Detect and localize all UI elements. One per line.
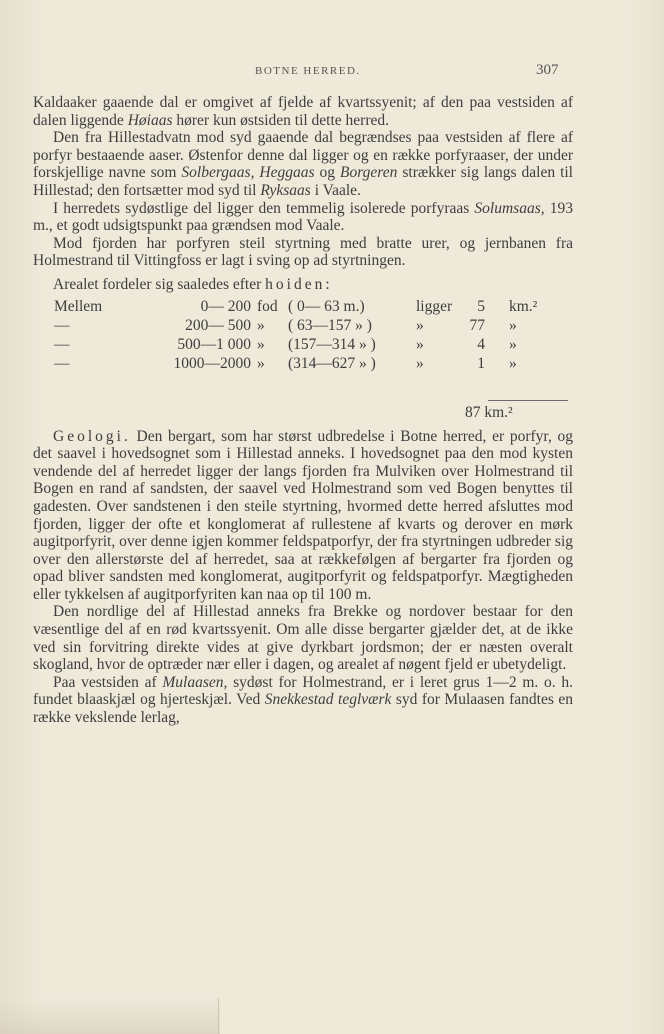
running-head: BOTNE HERRED.: [255, 65, 361, 77]
place-name: Snekkestad teglværk: [264, 691, 392, 709]
table-cell-suffix: »: [509, 316, 517, 334]
place-name: Mulaasen,: [162, 673, 228, 691]
table-cell-value: 77: [469, 316, 485, 334]
section-heading: Geologi.: [53, 427, 131, 445]
body-text: [33, 94, 573, 727]
table-cell-value: 5: [477, 297, 485, 315]
table-cell-paren: ( 0— 63 m.): [288, 297, 365, 315]
paragraph-mulaasen: Paa vestsiden af Mulaasen, sydøst for Holmestrand, er i leret grus 1—2 m. o. h. fundet blaaskjæl og hjerteskjæl. Ved Snekkestad teglværk syd for Mulaasen fandtes en række vekslende lerlag,: [33, 673, 574, 727]
table-cell-unit: »: [257, 354, 265, 372]
place-name: Solumsaas,: [474, 199, 545, 217]
table-cell-label: —: [54, 316, 70, 334]
table-cell-range: 200— 500: [185, 316, 251, 334]
paragraph-kaldaaker: Kaldaaker gaaende dal er omgivet af fjelde af kvartssyenit; af den paa vestsiden af dalen liggende Høiaas hører kun østsiden til dette herred.: [33, 94, 573, 129]
paragraph-geologi: Geologi. Den bergart, som har størst udbredelse i Botne herred, er porfyr, og det saavel i hovedsognet som i Hillestad anneks. I hovedsognet paa den mod kysten vendende del af herredet ligger der langs fjorden fra Mulviken over Holmestrand til Bogen en rand af sandsten, der saavel ved Holmestrand som ved Bogen benyttes til gadesten. Over sandstenen i den steile styrtning, hvormed dette herred afsluttes mod fjorden, ligger der ofte et konglomerat af rullestene af kvarts og derover en mørk augitporfyrit, over denne igjen kommer feldspatporfyr, der fra styrtningen udbreder sig over den allerstørste del af herredet, saa at rækkefølgen af bergarter fra fjorden og opad bliver sandsten med konglomerat, augitporfyrit og feldspatporfyr. Mægtigheden eller tykkelsen af augitporfyriten kan naa op til 100 m.: [33, 427, 574, 603]
spaced-word: hoiden:: [265, 275, 333, 293]
place-name: Ryksaas: [260, 181, 311, 199]
page-edge-line: [218, 998, 219, 1034]
table-cell-verb: »: [416, 354, 424, 372]
table-cell-paren: (314—627 » ): [288, 354, 376, 372]
table-cell-verb: »: [416, 316, 424, 334]
paragraph-fjorden: Mod fjorden har porfyren steil styrtning med bratte urer, og jernbanen fra Holmestrand til Vittingfoss er lagt i sving op ad styrtningen.: [33, 234, 573, 270]
page-header: [0, 62, 664, 82]
place-name: Høiaas: [127, 111, 173, 129]
table-cell-verb: ligger: [416, 297, 453, 315]
table-cell-suffix: »: [509, 335, 517, 353]
page-number: 307: [536, 62, 559, 78]
table-cell-unit: »: [257, 335, 265, 353]
paragraph-hillestadvatn: Den fra Hillestadvatn mod syd gaaende dal begrændses paa vestsiden af flere af porfyr bestaaende aaser. Østenfor denne dal ligger og en række porfyraaser, der under forskjellige navne som Solbergaas, Heggaas og Borgeren strækker sig langs dalen til Hillestad; den fortsætter mod syd til Ryksaas i Vaale.: [33, 129, 573, 199]
total-rule: [488, 400, 568, 401]
table-cell-label: Mellem: [54, 297, 103, 315]
table-cell-range: 1000—2000: [173, 354, 251, 372]
table-cell-range: 0— 200: [200, 297, 251, 315]
table-cell-label: —: [54, 335, 70, 353]
paragraph-solumsaas: I herredets sydøstlige del ligger den temmelig isolerede porfyraas Solumsaas, 193 m., et godt udsigtspunkt paa grændsen mod Vaale.: [33, 199, 573, 235]
table-cell-label: —: [54, 354, 70, 372]
table-cell-suffix: km.²: [509, 297, 538, 315]
place-name: Borgeren: [340, 164, 398, 182]
paragraph-arealet: Arealet fordeler sig saaledes efter hoiden:: [53, 275, 333, 293]
table-cell-unit: »: [257, 316, 265, 334]
area-table: [33, 296, 573, 422]
page-edge-shadow: [0, 998, 220, 1034]
table-cell-paren: (157—314 » ): [288, 335, 376, 353]
table-cell-range: 500—1 000: [177, 335, 251, 353]
table-cell-unit: fod: [257, 297, 278, 315]
table-cell-value: 1: [477, 354, 485, 372]
table-total: 87 km.²: [465, 403, 513, 421]
table-cell-suffix: »: [509, 354, 517, 372]
table-cell-verb: »: [416, 335, 424, 353]
paragraph-hillestad-anneks: Den nordlige del af Hillestad anneks fra Brekke og nordover bestaar for den væsentlige del af en rød kvartssyenit. Om alle disse bergarter gjælder det, at de ikke ved sin forvitring direkte vides at give dyrkbart jordsmon; der er næsten overalt skogland, hvor de optræder nær eller i dagen, og arealet af nøgent fjeld er ubetydeligt.: [33, 603, 573, 674]
table-cell-value: 4: [477, 335, 485, 353]
place-name: Solbergaas, Heggaas: [181, 164, 315, 182]
table-cell-paren: ( 63—157 » ): [288, 316, 372, 334]
